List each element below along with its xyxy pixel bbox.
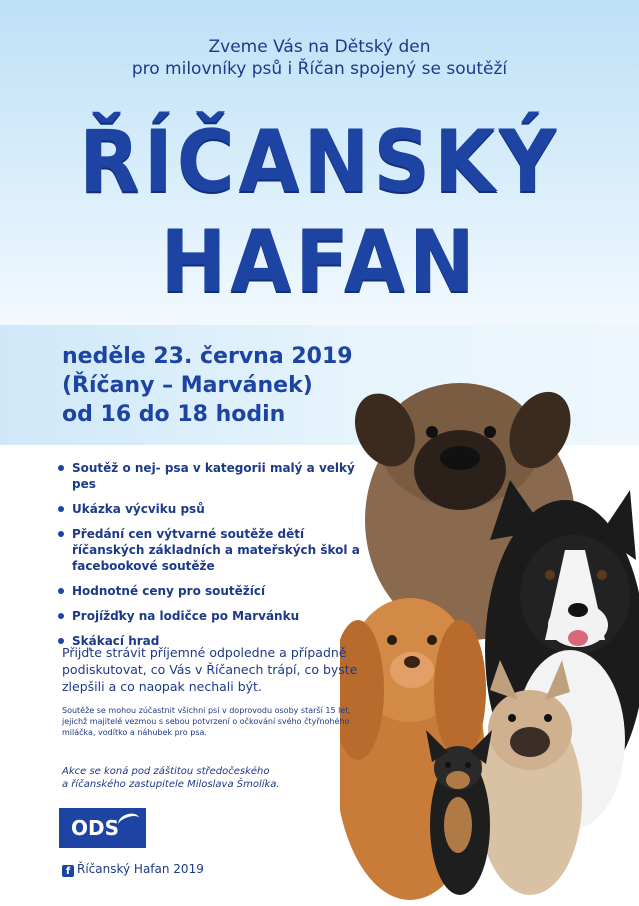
facebook-icon: f xyxy=(62,865,74,877)
list-item: Skákací hrad xyxy=(58,633,378,649)
list-item: Soutěž o nej- psa v kategorii malý a velký pes xyxy=(58,460,378,492)
patronage-note xyxy=(62,765,362,791)
dogs-photo xyxy=(340,370,639,900)
invitation-line-1: Zveme Vás na Dětský den xyxy=(208,37,431,57)
facebook-link[interactable] xyxy=(62,861,204,877)
bird-icon xyxy=(116,811,142,832)
invitation-line-2: pro milovníky psů i Říčan spojený se soutěží xyxy=(131,59,508,79)
event-date-block xyxy=(62,342,353,429)
program-list xyxy=(58,460,378,658)
ods-logo-text: ODS xyxy=(71,816,120,840)
facebook-label: Říčanský Hafan 2019 xyxy=(77,862,204,876)
bullet-icon xyxy=(58,531,64,537)
event-title-line-2: HAFAN xyxy=(160,212,479,312)
list-item: Předání cen výtvarné soutěže dětí říčanských základních a mateřských škol a facebookové soutěže xyxy=(58,526,378,574)
bullet-icon xyxy=(58,506,64,512)
list-item: Projížďky na lodičce po Marvánku xyxy=(58,608,378,624)
event-location: (Říčany – Marvánek) xyxy=(62,373,313,398)
bullet-icon xyxy=(58,465,64,471)
invitation-paragraph: Přijďte strávit příjemné odpoledne a případně podiskutovat, co Vás v Říčanech trápí, co byste zlepšili a co naopak nechali být. xyxy=(62,645,358,694)
event-title-line-1: ŘÍČANSKÝ xyxy=(79,112,560,212)
list-item: Hodnotné ceny pro soutěžící xyxy=(58,583,378,599)
list-item: Ukázka výcviku psů xyxy=(58,501,378,517)
rules-note: Soutěže se mohou zúčastnit všichni psi v doprovodu osoby starší 15 let, jejichž majitelé vezmou s sebou potvrzení o očkování svého čtyřnohého miláčka, vodítko a náhubek pro psa. xyxy=(62,706,351,737)
bullet-icon xyxy=(58,613,64,619)
ods-logo xyxy=(59,808,146,848)
event-time: od 16 do 18 hodin xyxy=(62,402,286,427)
patronage-line-1: Akce se koná pod záštitou středočeského xyxy=(62,766,270,777)
invitation-heading xyxy=(0,36,639,80)
bullet-icon xyxy=(58,588,64,594)
event-date: neděle 23. června 2019 xyxy=(62,344,353,369)
patronage-line-2: a říčanského zastupitele Miloslava Šmolíka. xyxy=(62,779,280,790)
